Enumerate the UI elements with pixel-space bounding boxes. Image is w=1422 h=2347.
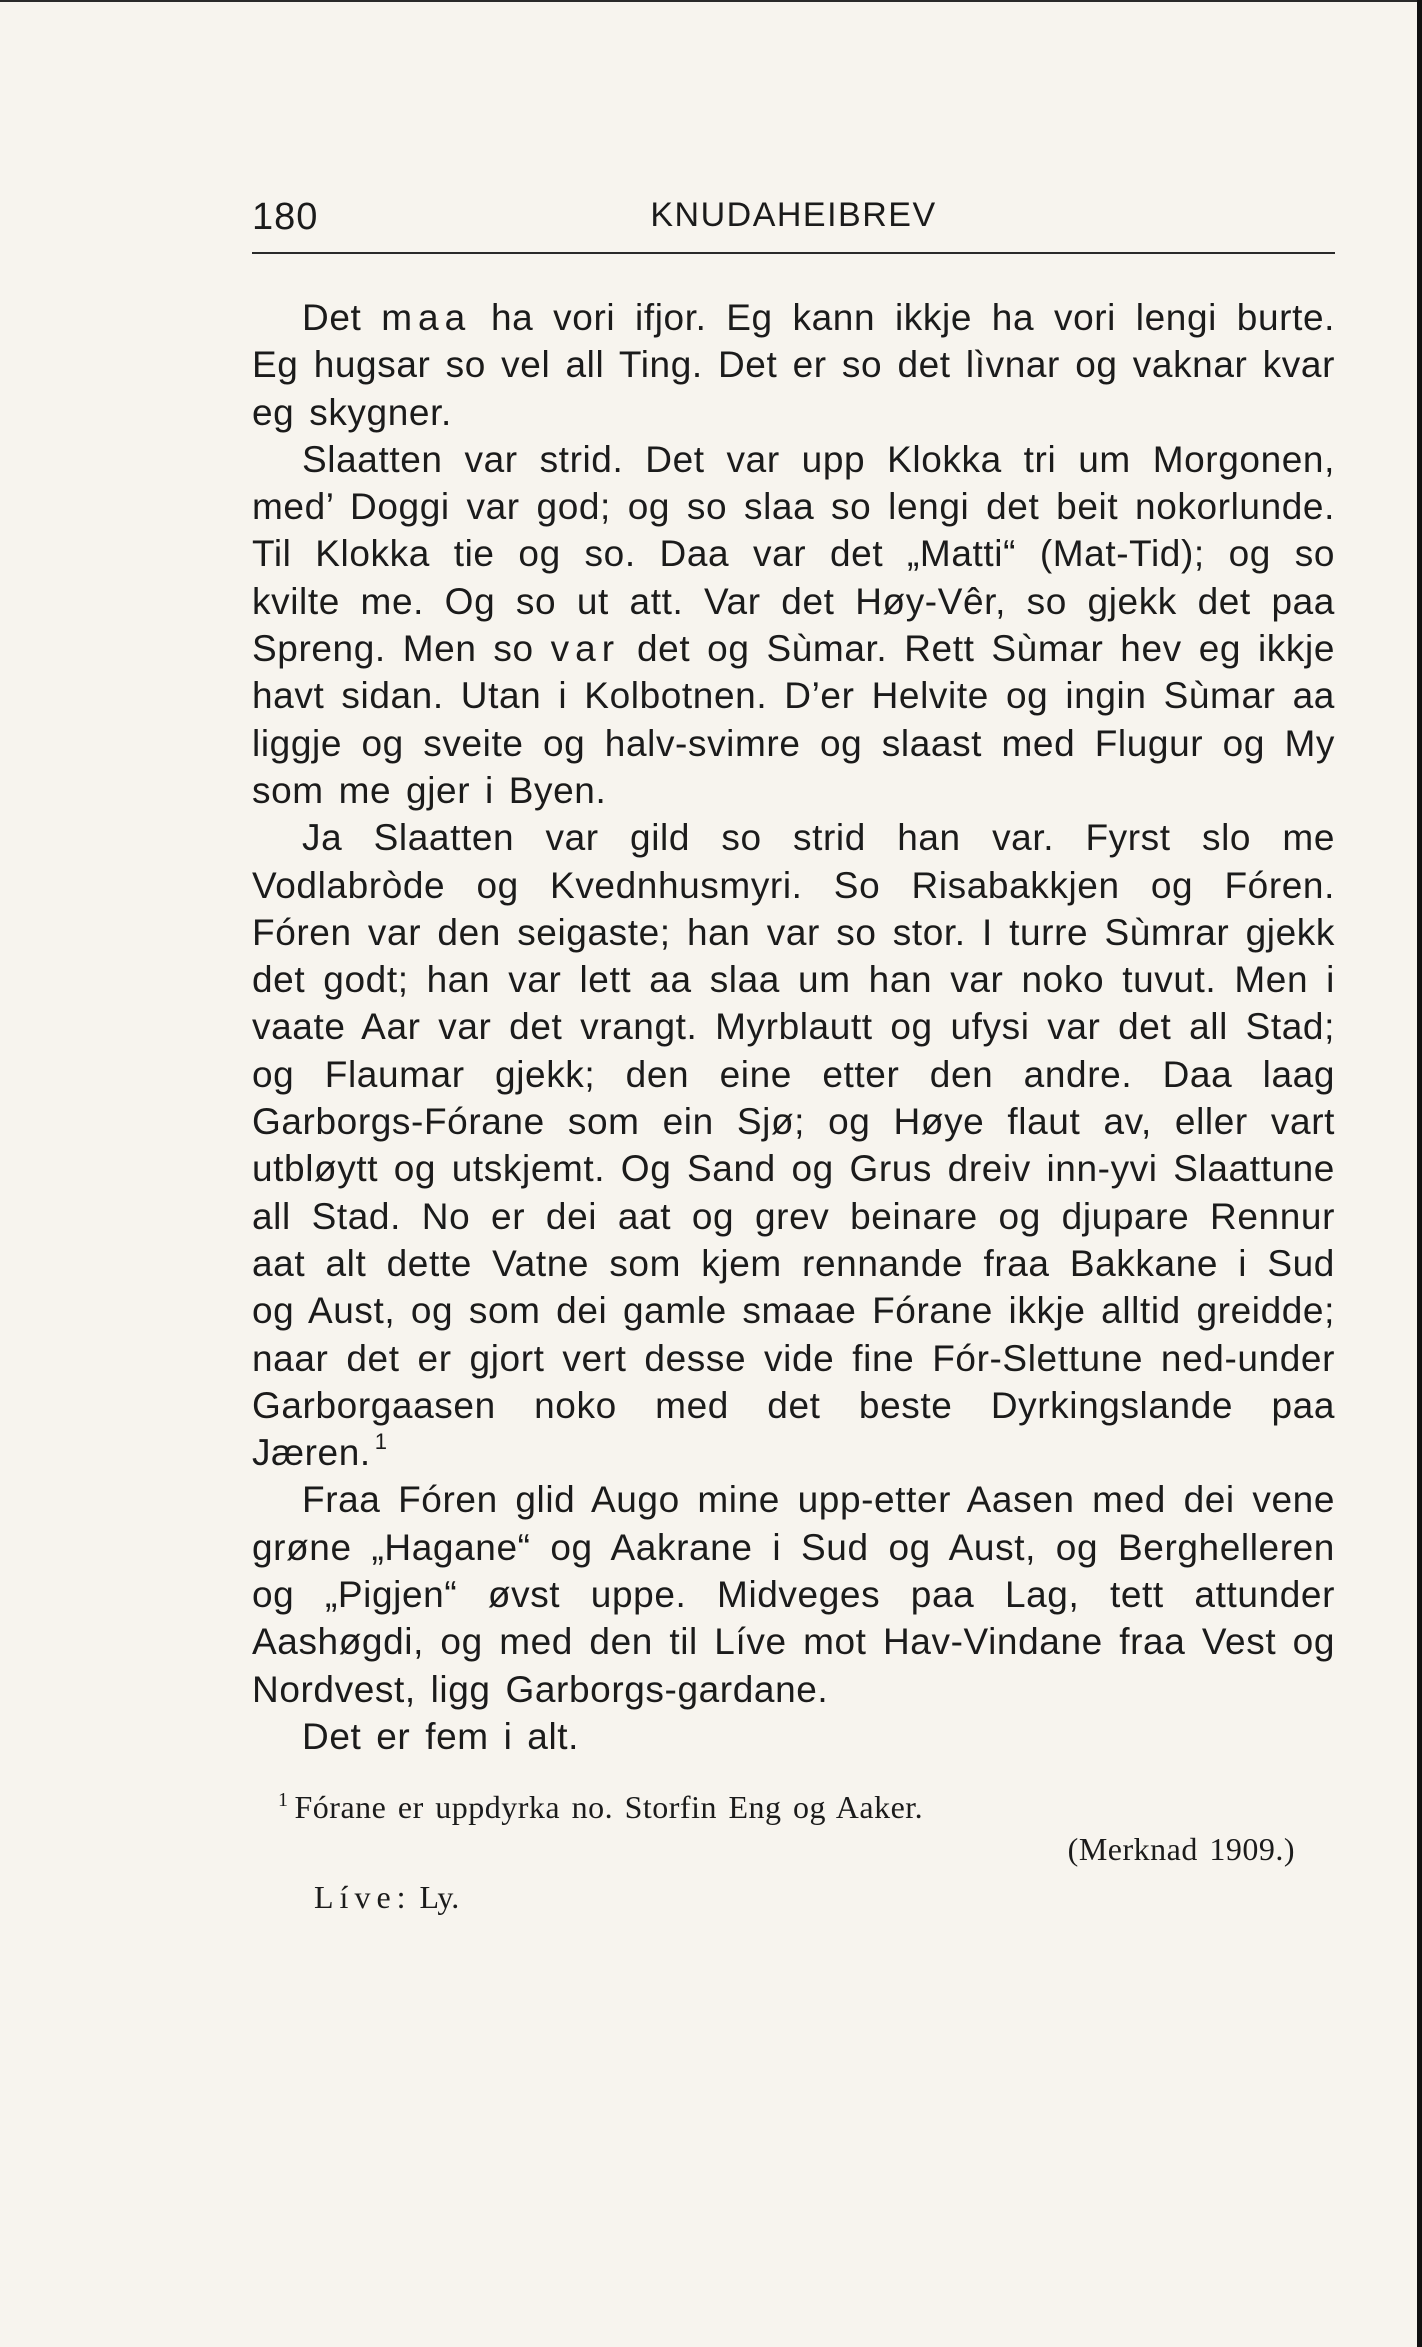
glossary-term: Líve: (314, 1879, 412, 1916)
footnote-remark: (Merknad 1909.) (1067, 1831, 1295, 1868)
paragraph-4 (252, 1476, 1335, 1712)
paragraph-2-spaced-word: var (550, 628, 621, 670)
paragraph-1-text-a: Det (302, 297, 382, 338)
footnote-reference[interactable]: 1 (374, 1429, 388, 1455)
body-text (252, 294, 1335, 1760)
paragraph-1-text-b: ha vori ifjor. Eg kann ikkje ha vori lengi burte. Eg hugsar so vel all Ting. Det er so det lìvnar og vaknar kvar eg skygner. (252, 297, 1336, 433)
glossary-note (252, 1876, 1335, 1918)
paragraph-2 (252, 436, 1335, 814)
paragraph-5 (252, 1713, 1335, 1760)
paragraph-3 (252, 814, 1335, 1476)
book-page (252, 190, 1335, 1918)
footnote (252, 1786, 1335, 1870)
page-number: 180 (252, 196, 319, 238)
footnote-mark: 1 (278, 1789, 289, 1812)
paragraph-5-text: Det er fem i alt. (302, 1715, 580, 1757)
footnote-line (252, 1786, 1335, 1828)
running-head: KNUDAHEIBREV (650, 196, 937, 234)
footnote-text: Fórane er uppdyrka no. Storfin Eng og Aaker. (294, 1789, 924, 1826)
glossary-definition: Ly. (419, 1879, 460, 1916)
paragraph-2-text-a: Slaatten var strid. Det var upp Klokka tri um Morgonen, med’ Doggi var god; og so slaa so lengi det beit nokorlunde. Til Klokka tie og so. Daa var det „Matti“ (Mat-Tid); og so kvilte me. Og so ut att. Var det Høy-Vêr, so gjekk det paa Spreng. Men so (252, 438, 1335, 670)
paragraph-2-text-b: det og Sùmar. Rett Sùmar hev eg ikkje havt sidan. Utan i Kolbotnen. D’er Helvite og ingin Sùmar aa liggje og sveite og halv-svimre og slaast med Flugur og My som me gjer i Byen. (252, 628, 1336, 811)
paragraph-1 (252, 294, 1335, 436)
paragraph-3-text: Ja Slaatten var gild so strid han var. Fyrst slo me Vodlabròde og Kvednhusmyri. So Risabakkjen og Fóren. Fóren var den seigaste; han var so stor. I turre Sùmrar gjekk det godt; han var lett aa slaa um han var noko tuvut. Men i vaate Aar var det vrangt. Myrblautt og ufysi var det all Stad; og Flaumar gjekk; den eine etter den andre. Daa laag Garborgs-Fórane som ein Sjø; og Høye flaut av, eller vart utbløytt og utskjemt. Og Sand og Grus dreiv inn-yvi Slaattune all Stad. No er dei aat og grev beinare og djupare Rennur aat alt dette Vatne som kjem rennande fraa Bakkane i Sud og Aust, og som dei gamle smaae Fórane ikkje alltid greidde; naar det er gjort vert desse vide fine Fór-Slettune ned-under Garborgaasen noko med det beste Dyrkingslande paa Jæren. (252, 817, 1335, 1474)
page-header (252, 190, 1335, 254)
paragraph-1-spaced-word: maa (381, 297, 472, 338)
page-top-edge (0, 0, 1422, 2)
paragraph-4-text: Fraa Fóren glid Augo mine upp-etter Aasen med dei vene grøne „Hagane“ og Aakrane i Sud og Aust, og Berghelleren og „Pigjen“ øvst uppe. Midveges paa Lag, tett attunder Aashøgdi, og med den til Líve mot Hav-Vindane fraa Vest og Nordvest, ligg Garborgs-gardane. (252, 1479, 1335, 1710)
page-right-edge (1417, 0, 1422, 2347)
